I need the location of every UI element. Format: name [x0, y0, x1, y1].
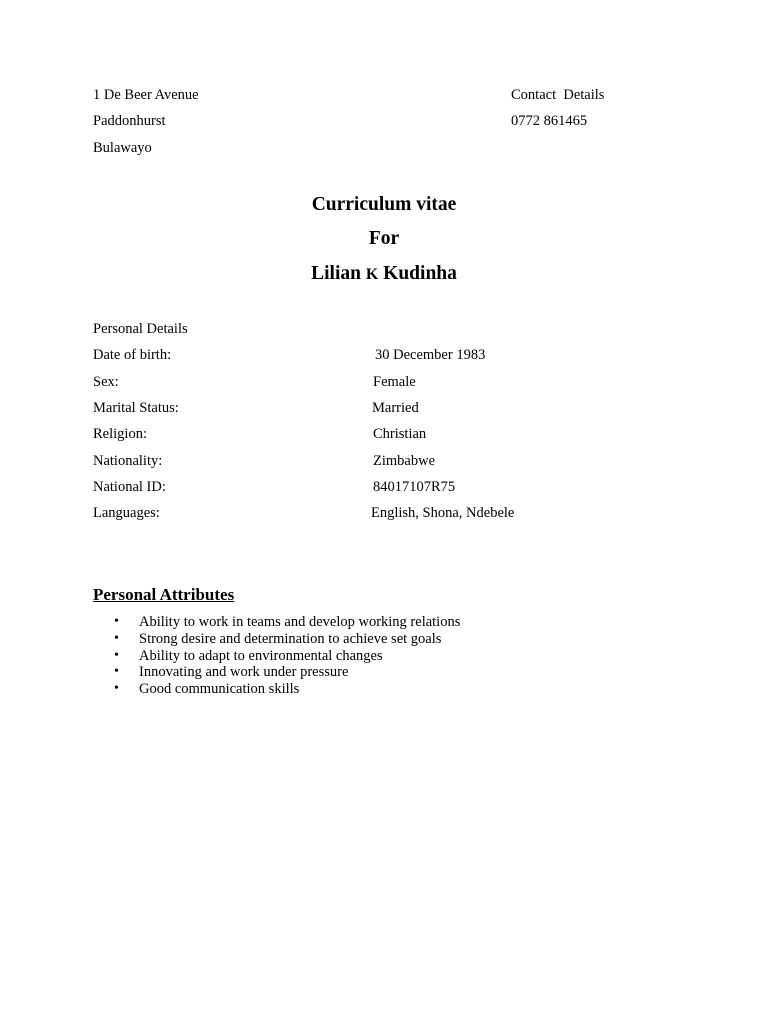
- address-line-3: Bulawayo: [93, 140, 152, 156]
- address-line-1: 1 De Beer Avenue: [93, 87, 199, 103]
- bullet-icon: •: [114, 681, 119, 697]
- detail-value-dob: 30 December 1983: [375, 347, 486, 363]
- list-item: [93, 648, 460, 665]
- list-item-text: Ability to work in teams and develop working relations: [139, 614, 461, 630]
- detail-label-nationality: Nationality:: [93, 453, 163, 469]
- address-line-2: Paddonhurst: [93, 113, 166, 129]
- bullet-icon: •: [114, 614, 119, 629]
- list-item: [93, 614, 460, 631]
- contact-heading: Contact Details: [511, 87, 605, 103]
- list-item-text: Good communication skills: [139, 681, 300, 698]
- personal-details-heading: Personal Details: [93, 321, 188, 337]
- list-item: [93, 631, 460, 648]
- name-last: Kudinha: [383, 263, 457, 284]
- name-initial: K: [365, 266, 379, 283]
- list-item-text: Innovating and work under pressure: [139, 664, 349, 681]
- detail-value-religion: Christian: [373, 426, 427, 442]
- personal-attributes-list: [93, 614, 460, 698]
- detail-value-nationality: Zimbabwe: [373, 453, 436, 469]
- name-first: Lilian: [311, 263, 361, 284]
- detail-label-sex: Sex:: [93, 374, 119, 390]
- bullet-icon: •: [114, 647, 119, 663]
- detail-label-marital-status: Marital Status:: [93, 400, 179, 416]
- list-item-text: Ability to adapt to environmental changes: [139, 647, 383, 664]
- contact-phone: 0772 861465: [511, 113, 588, 129]
- detail-value-languages: English, Shona, Ndebele: [371, 505, 515, 521]
- detail-value-marital-status: Married: [372, 400, 419, 416]
- detail-label-national-id: National ID:: [93, 479, 166, 495]
- cv-name: [0, 262, 768, 287]
- detail-value-national-id: 84017107R75: [373, 479, 456, 495]
- detail-label-religion: Religion:: [93, 426, 147, 442]
- personal-attributes-heading: Personal Attributes: [93, 585, 235, 604]
- bullet-icon: •: [114, 630, 119, 646]
- bullet-icon: •: [114, 664, 119, 680]
- detail-label-languages: Languages:: [93, 505, 160, 521]
- cv-title: Curriculum vitae: [311, 194, 457, 215]
- list-item-text: Strong desire and determination to achieve set goals: [139, 630, 442, 647]
- cv-title-for: For: [368, 228, 400, 249]
- detail-value-sex: Female: [373, 374, 416, 390]
- list-item: [93, 681, 460, 698]
- list-item: [93, 664, 460, 681]
- detail-label-dob: Date of birth:: [93, 347, 172, 363]
